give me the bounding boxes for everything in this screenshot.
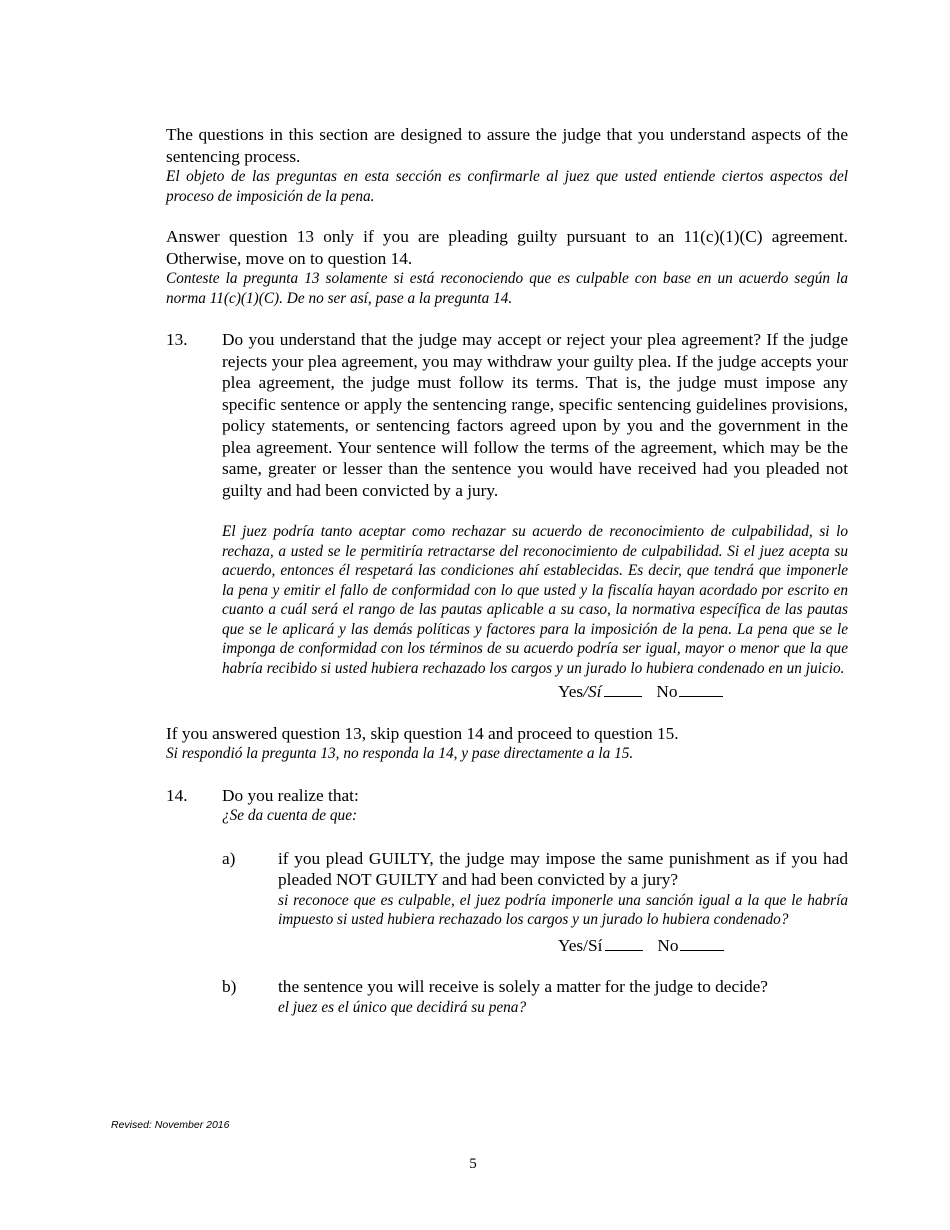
question-13: [166, 329, 848, 703]
no-answer-blank[interactable]: [679, 680, 723, 697]
question-14: [166, 785, 848, 1018]
question-14a: [222, 848, 848, 957]
yes-label: Yes: [558, 682, 584, 701]
si-label: /Sí: [583, 682, 602, 701]
question-13-spanish: El juez podría tanto aceptar como rechazar su acuerdo de reconocimiento de culpabilidad, si lo rechaza, a usted se le permitiría retractarse del reconocimiento de culpabilidad. Si el juez acepta su acuerdo, entonces él respetará las condiciones ahí establecidas. Es decir, que tendrá que imponerle la pena y emitir el fallo de conformidad con lo que usted y la fiscalía hayan acordado por escrito en cuanto a cuál será el rango de las pautas aplicable a su caso, la normativa específica de las pautas que se le aplicará y las demás políticas y factores para la imposición de la pena. La pena que se le imponga de conformidad con los términos de su acuerdo podría ser igual, mayor o menor que la que habría recibido si usted hubiera rechazado los cargos y un jurado lo hubiera condenado en un juicio.: [222, 523, 848, 677]
skip-note-spanish: Si respondió la pregunta 13, no responda la 14, y pase directamente a la 15.: [166, 745, 634, 762]
question-14b-letter: b): [222, 977, 237, 996]
si-label: /Sí: [583, 935, 603, 955]
yes-answer-blank[interactable]: [605, 934, 643, 951]
yes-label: Yes: [558, 935, 584, 955]
q13-instruction: [166, 226, 848, 308]
question-13-english: Do you understand that the judge may accept or reject your plea agreement? If the judge rejects your plea agreement, you may withdraw your guilty plea. If the judge accepts your plea agreement, the judge must follow its terms. That is, the judge must impose any specific sentence or apply the sentencing range, specific sentencing guidelines provisions, policy statements, or sentencing factors agreed upon by you and the government in the plea agreement. Your sentence will follow the terms of the agreement, which may be the same, greater or lesser than the sentence you would have received had you pleaded not guilty and had been convicted by a jury.: [222, 330, 848, 500]
question-14-english: Do you realize that:: [222, 785, 359, 805]
question-13-answer: [222, 680, 848, 703]
intro-spanish: El objeto de las preguntas en esta sección es confirmarle al juez que usted entiende ciertos aspectos del proceso de imposición de la pena.: [166, 168, 848, 205]
question-13-number: 13.: [166, 330, 188, 349]
section-intro: [166, 124, 848, 206]
question-14b-english: the sentence you will receive is solely a matter for the judge to decide?: [278, 977, 768, 996]
q13-instruction-english: Answer question 13 only if you are pleading guilty pursuant to an 11(c)(1)(C) agreement. Otherwise, move on to question 14.: [166, 227, 848, 268]
document-body: [166, 124, 848, 1017]
question-14a-letter: a): [222, 848, 236, 868]
q13-instruction-spanish: Conteste la pregunta 13 solamente si está reconociendo que es culpable con base en un acuerdo según la norma 11(c)(1)(C). De no ser así, pase a la pregunta 14.: [166, 270, 848, 307]
no-label: No: [657, 935, 679, 955]
no-label: No: [656, 682, 678, 701]
skip-note: [166, 723, 848, 764]
revision-note: Revised: November 2016: [111, 1119, 230, 1131]
question-14-number: 14.: [166, 785, 188, 805]
skip-note-english: If you answered question 13, skip question 14 and proceed to question 15.: [166, 723, 679, 743]
yes-answer-blank[interactable]: [604, 680, 642, 697]
question-14a-spanish: si reconoce que es culpable, el juez podría imponerle una sanción igual a la que le habría impuesto si usted hubiera rechazado los cargos y un jurado lo hubiera condenado?: [278, 891, 848, 928]
question-14b-spanish: el juez es el único que decidirá su pena?: [278, 998, 527, 1016]
page-number: 5: [469, 1156, 477, 1172]
question-14a-answer: [278, 934, 848, 957]
question-14-spanish: ¿Se da cuenta de que:: [222, 807, 358, 824]
question-14b: [222, 976, 848, 1017]
no-answer-blank[interactable]: [680, 934, 724, 951]
intro-english: The questions in this section are designed to assure the judge that you understand aspects of the sentencing process.: [166, 125, 848, 166]
question-14a-english: if you plead GUILTY, the judge may impose the same punishment as if you had pleaded NOT GUILTY and had been convicted by a jury?: [278, 848, 848, 889]
